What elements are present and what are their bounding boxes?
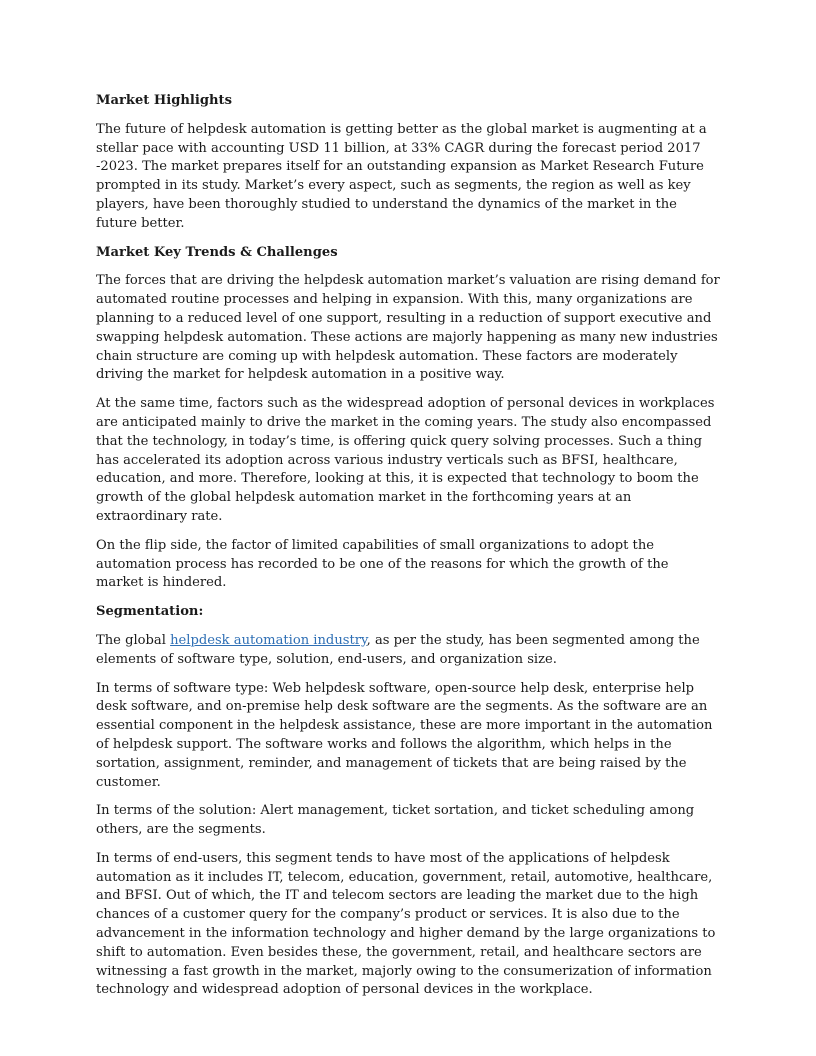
heading-trends-challenges: Market Key Trends & Challenges xyxy=(96,244,338,260)
paragraph-end-users: In terms of end-users, this segment tends to have most of the applications of helpdesk automation as it includes IT, telecom, education, government, retail, automotive, healthcare, and BFSI. Out of which, the IT and telecom sectors are leading the market due to the high chances of a customer query for the company’s product or services. It is also due to the advancement in the information technology and higher demand by the large organizations to shift to automation. Even besides these, the government, retail, and healthcare sectors are witnessing a fast growth in the market, majorly owing to the consumerization of information technology and widespread adoption of personal devices in the workplace. xyxy=(96,850,716,998)
heading-segmentation: Segmentation: xyxy=(96,604,204,620)
paragraph-segmentation-intro xyxy=(96,632,720,670)
segmentation-intro-after: , as per the study, has been segmented among the elements of software type, solution, end-users, and organization size. xyxy=(96,632,700,667)
segmentation-intro-before: The global xyxy=(96,632,171,648)
heading-market-highlights: Market Highlights xyxy=(96,93,232,108)
paragraph-highlights: The future of helpdesk automation is getting better as the global market is augmenting at a stellar pace with accounting USD 11 billion, at 33% CAGR during the forecast period 2017 -2023. The market prepares itself for an outstanding expansion as Market Research Future prompted in its study. Market’s every aspect, such as segments, the region as well as key players, have been thoroughly studied to understand the dynamics of the market in the future better. xyxy=(96,121,707,231)
paragraph-trends-devices: At the same time, factors such as the widespread adoption of personal devices in workplaces are anticipated mainly to drive the market in the coming years. The study also encompassed that the technology, in today’s time, is offering quick query solving processes. Such a thing has accelerated its adoption across various industry verticals such as BFSI, healthcare, education, and more. Therefore, looking at this, it is expected that technology to boom the growth of the global helpdesk automation market in the forthcoming years at an extraordinary rate. xyxy=(96,396,715,524)
paragraph-trends-restraints: On the flip side, the factor of limited capabilities of small organizations to adopt the automation process has recorded to be one of the reasons for which the growth of the market is hindered. xyxy=(96,537,669,591)
helpdesk-automation-industry-link[interactable]: helpdesk automation industry xyxy=(170,632,367,648)
paragraph-software-type: In terms of software type: Web helpdesk software, open-source help desk, enterprise help desk software, and on-premise help desk software are the segments. As the software are an essential component in the helpdesk assistance, these are more important in the automation of helpdesk support. The software works and follows the algorithm, which helps in the sortation, assignment, reminder, and management of tickets that are being raised by the customer. xyxy=(96,680,713,790)
document-page xyxy=(96,92,720,1010)
paragraph-trends-drivers: The forces that are driving the helpdesk automation market’s valuation are rising demand for automated routine processes and helping in expansion. With this, many organizations are planning to a reduced level of one support, resulting in a reduction of support executive and swapping helpdesk automation. These actions are majorly happening as many new industries chain structure are coming up with helpdesk automation. These factors are moderately driving the market for helpdesk automation in a positive way. xyxy=(96,273,720,383)
paragraph-solution: In terms of the solution: Alert management, ticket sortation, and ticket scheduling among others, are the segments. xyxy=(96,803,695,838)
